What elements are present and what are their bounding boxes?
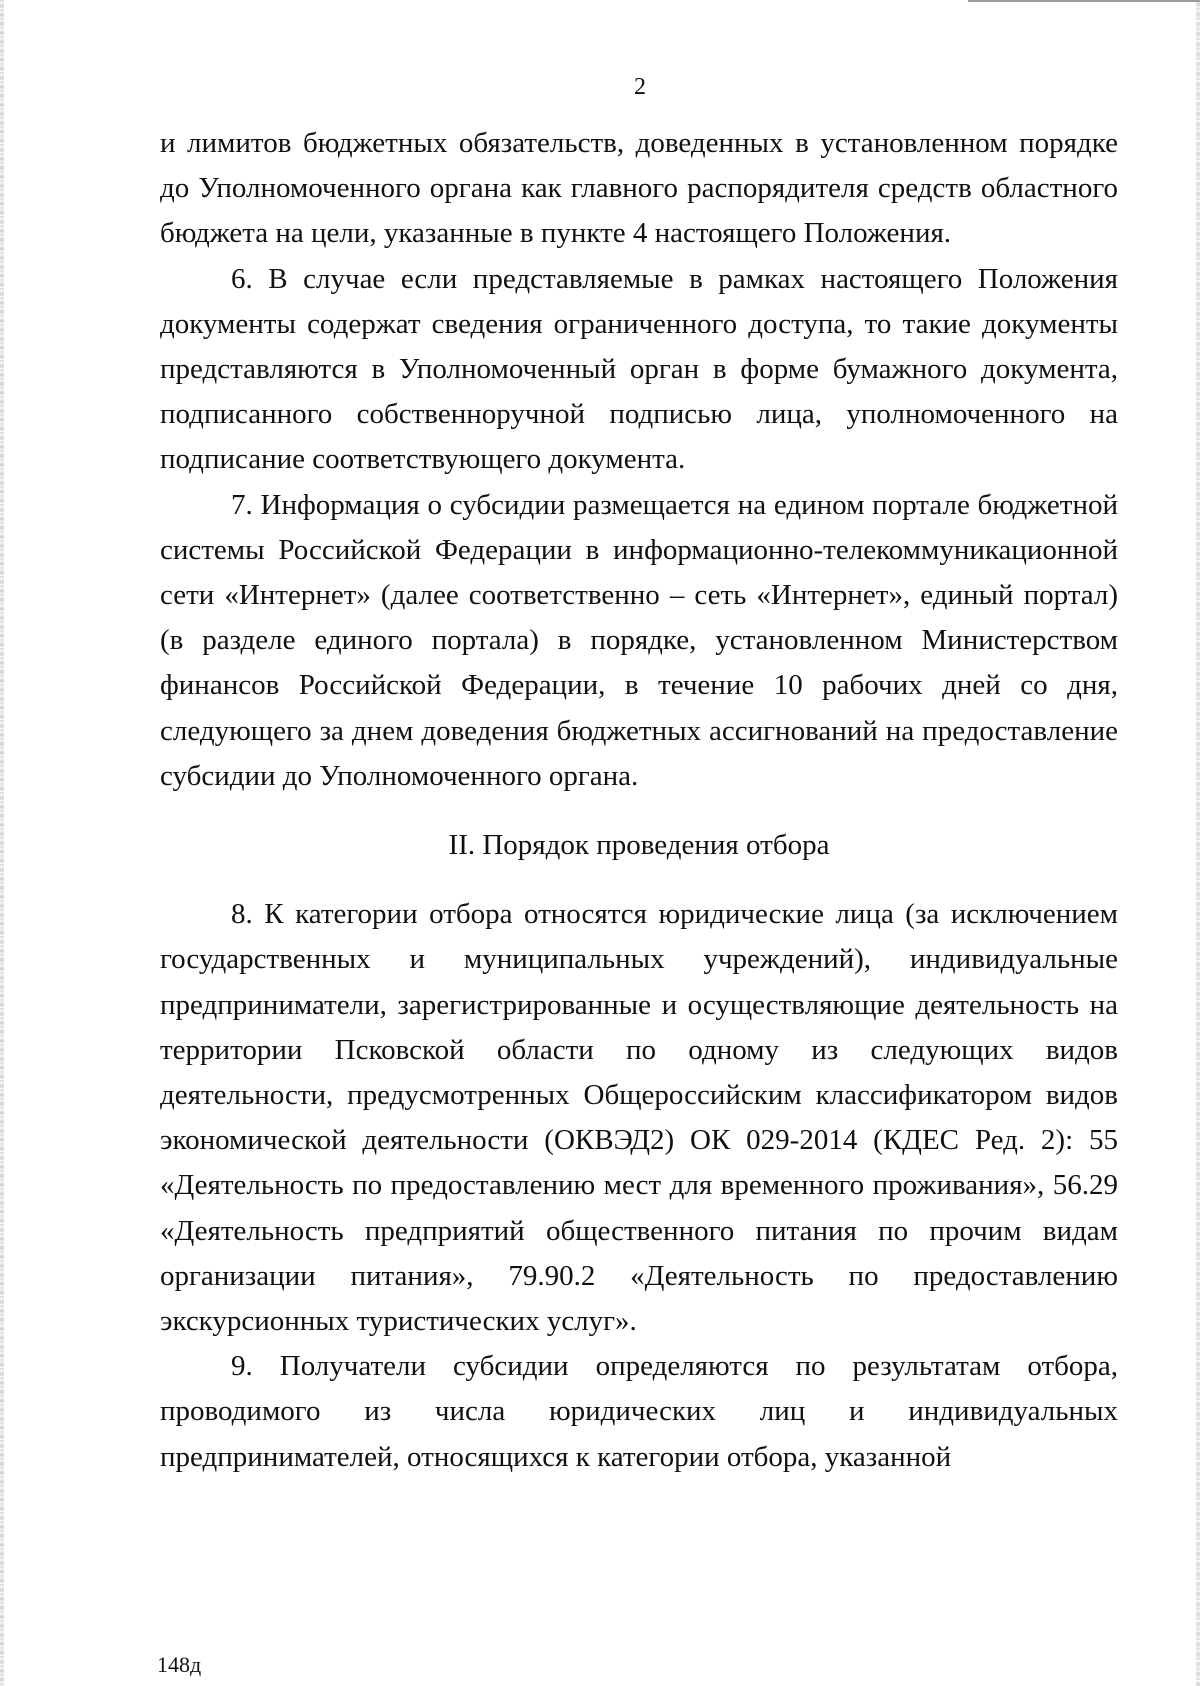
paragraph-item-6: 6. В случае если представляемые в рамках настоящего Положения документы содержат сведения ограниченного доступа, то такие документы представляются в Уполномоченный орган в форме бумажного документа, подписанного собственноручной подписью лица, уполномоченного на подписание соответствующего документа.: [160, 262, 1118, 476]
paragraph-item-9: 9. Получатели субсидии определяются по результатам отбора, проводимого из числа юридических лиц и индивидуальных предпринимателей, относящихся к категории отбора, указанной: [160, 1350, 1118, 1473]
paragraph-item-7: 7. Информация о субсидии размещается на едином портале бюджетной системы Российской Федерации в информационно-телекоммуникационной сети «Интернет» (далее соответственно – сеть «Интернет», единый портал) (в разделе единого портала) в порядке, установленном Министерством финансов Российской Федерации, в течение 10 рабочих дней со дня, следующего за днем доведения бюджетных ассигнований на предоставление субсидии до Уполномоченного органа.: [160, 488, 1118, 792]
footer-code: 148д: [157, 1652, 202, 1677]
document-body: [160, 121, 1118, 1480]
scan-top-rule: [968, 0, 1200, 2]
page-number: 2: [634, 74, 646, 100]
paragraph-continuation: и лимитов бюджетных обязательств, доведенных в установленном порядке до Уполномоченного органа как главного распорядителя средств областного бюджета на цели, указанные в пункте 4 настоящего Положения.: [160, 127, 1118, 250]
scan-edge-right: [1196, 0, 1200, 1686]
scan-edge-left: [0, 0, 4, 1686]
paragraph-item-8: 8. К категории отбора относятся юридические лица (за исключением государственных и муниципальных учреждений), индивидуальные предприниматели, зарегистрированные и осуществляющие деятельность на территории Псковской области по одному из следующих видов деятельности, предусмотренных Общероссийским классификатором видов экономической деятельности (ОКВЭД2) ОК 029-2014 (КДЕС Ред. 2): 55 «Деятельность по предоставлению мест для временного проживания», 56.29 «Деятельность предприятий общественного питания по прочим видам организации питания», 79.90.2 «Деятельность по предоставлению экскурсионных туристических услуг».: [160, 898, 1118, 1338]
section-heading: II. Порядок проведения отбора: [448, 829, 830, 862]
